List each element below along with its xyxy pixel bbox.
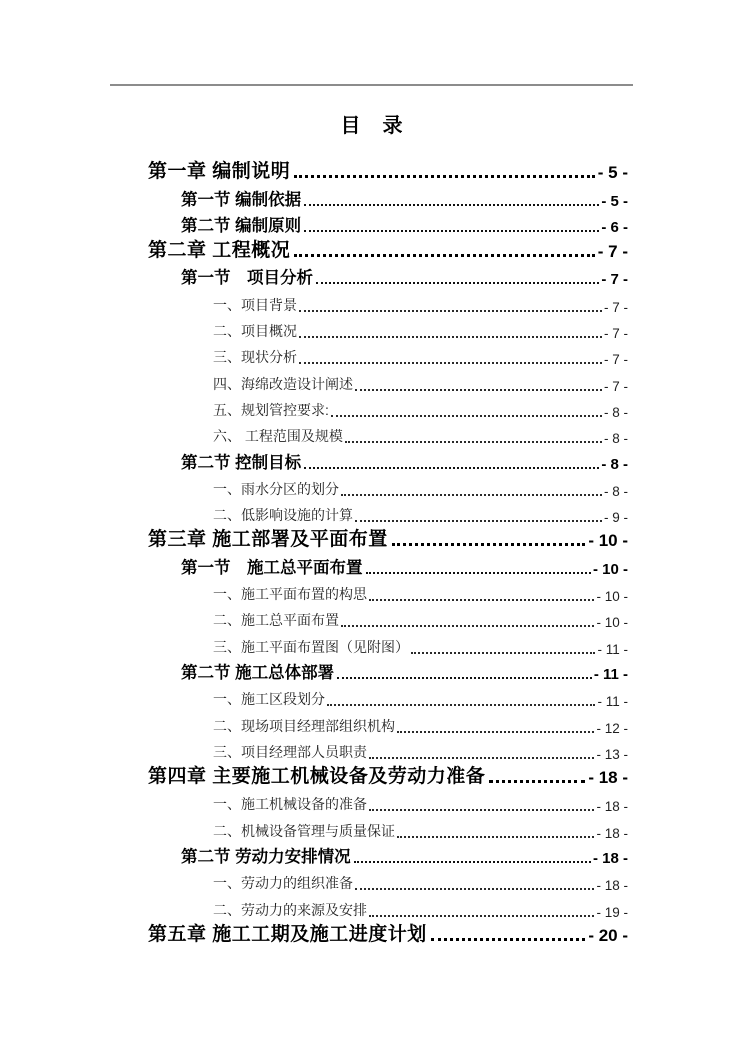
toc-entry-label: 二、低影响设施的计算 bbox=[213, 507, 353, 524]
dot-leader bbox=[355, 389, 602, 391]
toc-entry-page: - 7 - bbox=[603, 326, 628, 342]
toc-entry-page: - 7 - bbox=[603, 299, 628, 315]
toc-entry[interactable] bbox=[148, 841, 628, 867]
dot-leader bbox=[392, 543, 586, 546]
toc-entry-label: 一、项目背景 bbox=[213, 296, 297, 313]
dot-leader bbox=[411, 652, 595, 654]
toc-entry[interactable] bbox=[148, 288, 628, 314]
toc-entry[interactable] bbox=[148, 893, 628, 919]
page-title: 目 录 bbox=[340, 115, 404, 137]
toc-entry-label: 第二节 控制目标 bbox=[181, 453, 302, 472]
dot-leader bbox=[397, 836, 594, 838]
toc-entry-label: 第四章 主要施工机械设备及劳动力准备 bbox=[148, 766, 486, 788]
toc-entry-label: 二、劳动力的来源及安排 bbox=[213, 901, 367, 918]
toc-entry[interactable] bbox=[148, 657, 628, 683]
dot-leader bbox=[489, 780, 585, 783]
dot-leader bbox=[304, 467, 599, 469]
toc-entry-page: - 10 - bbox=[596, 615, 628, 631]
toc-entry-page: - 7 - bbox=[597, 242, 628, 262]
dot-leader bbox=[341, 494, 602, 496]
toc-entry-page: - 11 - bbox=[597, 641, 628, 657]
toc-entry[interactable] bbox=[148, 709, 628, 735]
toc-entry-page: - 8 - bbox=[603, 404, 628, 420]
toc-entry[interactable] bbox=[148, 551, 628, 577]
toc-entry-label: 三、现状分析 bbox=[213, 349, 297, 366]
toc-entry-label: 六、 工程范围及规模 bbox=[213, 428, 343, 445]
dot-leader bbox=[366, 572, 591, 574]
dot-leader bbox=[304, 204, 599, 206]
toc-entry-page: - 7 - bbox=[603, 378, 628, 394]
toc-entry-page: - 5 - bbox=[601, 192, 628, 210]
dot-leader bbox=[337, 677, 592, 679]
toc-entry-label: 第一章 编制说明 bbox=[148, 161, 291, 183]
toc-entry[interactable] bbox=[148, 814, 628, 840]
toc-entry-label: 三、项目经理部人员职责 bbox=[213, 743, 367, 760]
dot-leader bbox=[369, 599, 594, 601]
dot-leader bbox=[316, 282, 599, 284]
toc-entry-page: - 18 - bbox=[588, 768, 628, 788]
dot-leader bbox=[369, 915, 594, 917]
toc-entry-page: - 18 - bbox=[596, 825, 628, 841]
dot-leader bbox=[294, 254, 594, 257]
toc-entry-label: 一、劳动力的组织准备 bbox=[213, 875, 353, 892]
toc-entry-label: 第一节 项目分析 bbox=[181, 269, 313, 288]
toc-entry-page: - 13 - bbox=[596, 746, 628, 762]
dot-leader bbox=[341, 625, 594, 627]
dot-leader bbox=[369, 757, 594, 759]
toc-entry-label: 第五章 施工工期及施工进度计划 bbox=[148, 923, 427, 945]
toc-entry-page: - 18 - bbox=[596, 799, 628, 815]
toc-entry-label: 第三章 施工部署及平面布置 bbox=[148, 529, 388, 551]
toc-entry-label: 第一节 施工总平面布置 bbox=[181, 558, 363, 577]
toc-entry[interactable] bbox=[148, 420, 628, 446]
dot-leader bbox=[355, 888, 594, 890]
toc-entry-page: - 11 - bbox=[593, 665, 628, 683]
dot-leader bbox=[369, 809, 594, 811]
toc-entry-label: 四、海绵改造设计阐述 bbox=[213, 375, 353, 392]
toc-entry[interactable] bbox=[148, 367, 628, 393]
toc-entry[interactable] bbox=[148, 262, 628, 288]
toc-entry[interactable] bbox=[148, 604, 628, 630]
dot-leader bbox=[327, 704, 595, 706]
toc-entry[interactable] bbox=[148, 525, 628, 551]
toc-entry-page: - 8 - bbox=[603, 483, 628, 499]
toc-entry-label: 二、施工总平面布置 bbox=[213, 612, 339, 629]
dot-leader bbox=[299, 310, 602, 312]
dot-leader bbox=[345, 441, 602, 443]
dot-leader bbox=[331, 415, 602, 417]
toc-entry-label: 第二节 编制原则 bbox=[181, 216, 302, 235]
toc-entry-label: 二、项目概况 bbox=[213, 323, 297, 340]
toc-entry-page: - 8 - bbox=[601, 455, 628, 473]
toc-entry-label: 二、机械设备管理与质量保证 bbox=[213, 822, 395, 839]
toc-entry[interactable] bbox=[148, 578, 628, 604]
dot-leader bbox=[397, 731, 594, 733]
toc-entry-label: 三、施工平面布置图（见附图） bbox=[213, 638, 409, 655]
dot-leader bbox=[304, 230, 599, 232]
toc-entry-page: - 7 - bbox=[603, 352, 628, 368]
toc-entry-label: 一、施工平面布置的构思 bbox=[213, 586, 367, 603]
toc-entry[interactable] bbox=[148, 394, 628, 420]
toc-entry[interactable] bbox=[148, 630, 628, 656]
toc-entry[interactable] bbox=[148, 788, 628, 814]
toc-entry-label: 第一节 编制依据 bbox=[181, 190, 302, 209]
toc-entry[interactable] bbox=[148, 341, 628, 367]
toc-entry-page: - 18 - bbox=[596, 878, 628, 894]
toc-entry-page: - 18 - bbox=[592, 850, 628, 868]
toc-entry-label: 一、施工机械设备的准备 bbox=[213, 796, 367, 813]
toc-entry-label: 第二节 劳动力安排情况 bbox=[181, 848, 351, 867]
toc-entry-page: - 10 - bbox=[596, 589, 628, 605]
toc-entry[interactable] bbox=[148, 446, 628, 472]
toc-entry-label: 第二章 工程概况 bbox=[148, 240, 291, 262]
toc-entry-page: - 10 - bbox=[588, 531, 628, 551]
toc-entry-page: - 19 - bbox=[596, 904, 628, 920]
toc-entry-page: - 5 - bbox=[597, 163, 628, 183]
toc-entry-page: - 8 - bbox=[603, 431, 628, 447]
toc-entry-label: 一、雨水分区的划分 bbox=[213, 480, 339, 497]
dot-leader bbox=[355, 520, 602, 522]
toc-entry[interactable] bbox=[148, 473, 628, 499]
dot-leader bbox=[431, 938, 586, 941]
toc-entry[interactable] bbox=[148, 183, 628, 209]
toc-entry-page: - 11 - bbox=[597, 694, 628, 710]
header-rule bbox=[110, 84, 633, 86]
toc-entry[interactable] bbox=[148, 920, 628, 946]
toc-entry[interactable] bbox=[148, 315, 628, 341]
dot-leader bbox=[354, 861, 591, 863]
toc-entry-label: 五、规划管控要求: bbox=[213, 401, 329, 418]
toc-entry-label: 二、现场项目经理部组织机构 bbox=[213, 717, 395, 734]
toc-entry-page: - 6 - bbox=[601, 218, 628, 236]
toc-entry[interactable] bbox=[148, 157, 628, 183]
toc-entry-page: - 10 - bbox=[592, 560, 628, 578]
toc-entry[interactable] bbox=[148, 762, 628, 788]
toc-list bbox=[148, 157, 628, 946]
toc-entry-label: 一、施工区段划分 bbox=[213, 691, 325, 708]
dot-leader bbox=[299, 362, 602, 364]
toc-entry[interactable] bbox=[148, 210, 628, 236]
toc-entry[interactable] bbox=[148, 683, 628, 709]
toc-entry[interactable] bbox=[148, 736, 628, 762]
toc-entry-page: - 7 - bbox=[601, 271, 628, 289]
toc-entry-page: - 9 - bbox=[603, 510, 628, 526]
toc-entry[interactable] bbox=[148, 236, 628, 262]
toc-entry-page: - 20 - bbox=[588, 925, 628, 945]
toc-entry-page: - 12 - bbox=[596, 720, 628, 736]
toc-entry[interactable] bbox=[148, 499, 628, 525]
toc-entry[interactable] bbox=[148, 867, 628, 893]
toc-entry-label: 第二节 施工总体部署 bbox=[181, 663, 335, 682]
dot-leader bbox=[299, 336, 602, 338]
dot-leader bbox=[294, 175, 594, 178]
